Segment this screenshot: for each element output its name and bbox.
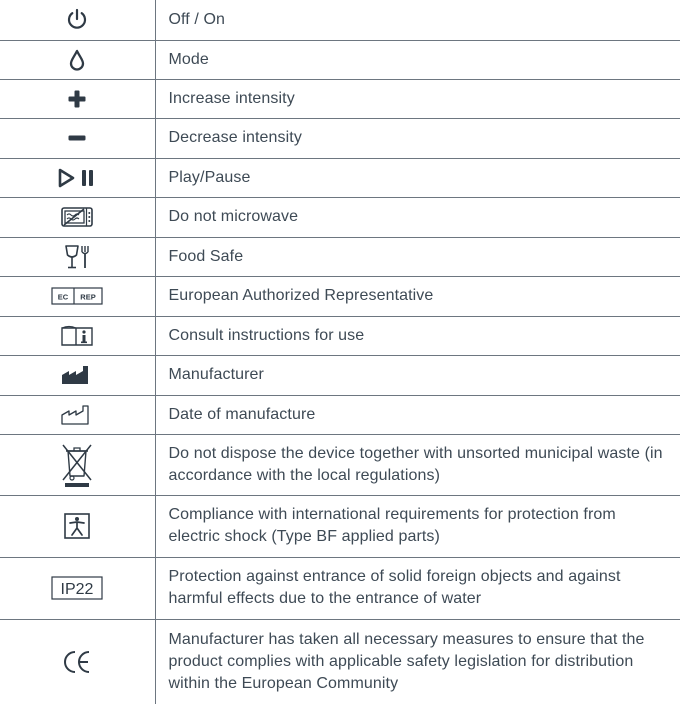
table-row bbox=[0, 237, 680, 276]
table-row bbox=[0, 158, 680, 197]
table-row bbox=[0, 434, 680, 495]
ip22-text: IP22 bbox=[60, 581, 94, 598]
row-label: Food Safe bbox=[155, 237, 680, 276]
consult-instructions-icon bbox=[60, 324, 94, 348]
ip22-icon bbox=[51, 575, 103, 601]
row-label: Off / On bbox=[168, 10, 226, 28]
row-label: Manufacturer has taken all necessary measures to ensure that the product complies with applicable safety legislation for distribution within the European Community bbox=[155, 619, 680, 704]
row-label: Date of manufacture bbox=[155, 395, 680, 434]
row-label: Do not dispose the device together with unsorted municipal waste (in accordance with the local regulations) bbox=[155, 434, 680, 495]
table-row bbox=[0, 316, 680, 355]
table-row bbox=[0, 79, 680, 118]
table-row bbox=[0, 118, 680, 158]
table-row bbox=[0, 495, 680, 557]
table-row bbox=[0, 557, 680, 619]
row-label: Do not microwave bbox=[155, 197, 680, 237]
table-row bbox=[0, 619, 680, 704]
row-label: Mode bbox=[155, 40, 680, 79]
table-row bbox=[0, 40, 680, 79]
table-row bbox=[0, 276, 680, 316]
plus-icon bbox=[67, 89, 87, 109]
row-label: Increase intensity bbox=[155, 79, 680, 118]
ec-rep-left-text: EC bbox=[58, 292, 69, 302]
row-label: Compliance with international requirements for protection from electric shock (Type BF applied parts) bbox=[155, 495, 680, 557]
manufacturer-icon bbox=[60, 363, 94, 387]
date-of-manufacture-icon bbox=[60, 403, 94, 427]
table-row bbox=[0, 395, 680, 434]
row-label: Consult instructions for use bbox=[155, 316, 680, 355]
row-label: European Authorized Representative bbox=[155, 276, 680, 316]
water-drop-icon bbox=[69, 49, 85, 71]
power-icon bbox=[65, 8, 89, 32]
type-bf-icon bbox=[63, 512, 91, 540]
row-label: Manufacturer bbox=[155, 355, 680, 395]
row-label: Play/Pause bbox=[155, 158, 680, 197]
weee-crossed-bin-icon bbox=[59, 442, 95, 488]
ce-mark-icon bbox=[61, 648, 93, 676]
row-label: Decrease intensity bbox=[155, 118, 680, 158]
row-label: Protection against entrance of solid foreign objects and against harmful effects due to the entrance of water bbox=[155, 557, 680, 619]
ec-rep-right-text: REP bbox=[80, 292, 96, 302]
ec-rep-icon bbox=[51, 286, 103, 306]
food-safe-icon bbox=[64, 243, 90, 271]
table-row bbox=[0, 197, 680, 237]
minus-icon bbox=[67, 133, 87, 143]
no-microwave-icon bbox=[60, 205, 94, 229]
table-row bbox=[0, 0, 680, 40]
play-pause-icon bbox=[55, 166, 99, 190]
table-row bbox=[0, 355, 680, 395]
